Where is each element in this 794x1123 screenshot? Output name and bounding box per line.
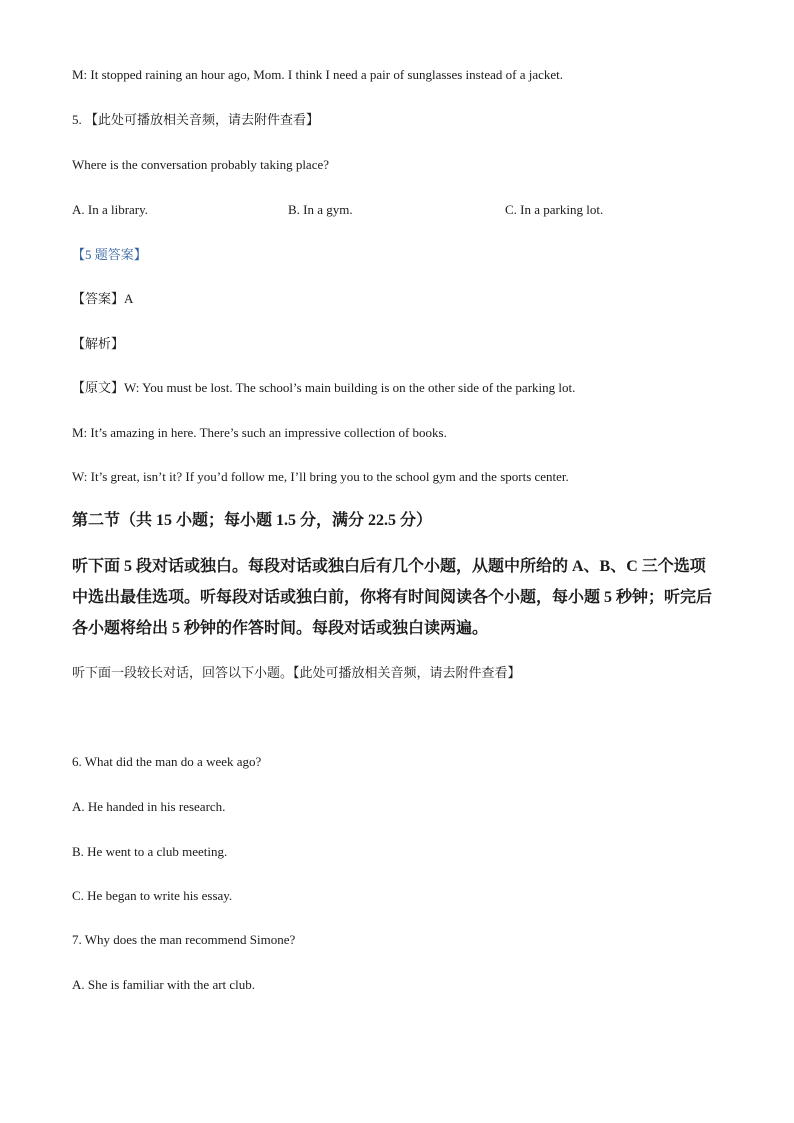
q5-transcript-line-2: M: It’s amazing in here. There’s such an impressive collection of books. — [72, 425, 447, 440]
q7-option-a: A. She is familiar with the art club. — [72, 977, 256, 992]
q5-answer-block-label: 【5 题答案】 — [72, 247, 147, 262]
section2-title: 第二节（共 15 小题；每小题 1.5 分，满分 22.5 分） — [72, 512, 433, 529]
q6-option-a: A. He handed in his research. — [72, 799, 226, 814]
q5-transcript-line-3: W: It’s great, isn’t it? If you’d follow me, I’ll bring you to the school gym and the sports center. — [72, 469, 569, 484]
section2-prompt: 听下面一段较长对话，回答以下小题。【此处可播放相关音频，请去附件查看】 — [72, 665, 521, 680]
instruction-line-1: 听下面 5 段对话或独白。每段对话或独白后有几个小题，从题中所给的 A、B、C 三个选项 — [72, 558, 706, 575]
q5-question: Where is the conversation probably taking place? — [72, 157, 330, 172]
q4-transcript-tail: M: It stopped raining an hour ago, Mom. I think I need a pair of sunglasses instead of a jacket. — [72, 67, 563, 82]
section2-instructions — [72, 551, 722, 644]
q5-option-c: C. In a parking lot. — [505, 202, 604, 217]
q5-answer: 【答案】A — [72, 291, 134, 306]
q5-header: 5. 【此处可播放相关音频，请去附件查看】 — [72, 112, 320, 127]
q6-option-b: B. He went to a club meeting. — [72, 844, 228, 859]
q5-transcript-line-1: 【原文】W: You must be lost. The school’s main building is on the other side of the parking lot. — [72, 380, 576, 395]
instruction-line-2: 中选出最佳选项。听每段对话或独白前，你将有时间阅读各个小题，每小题 5 秒钟；听完后 — [72, 589, 713, 606]
q5-option-a: A. In a library. — [72, 202, 149, 217]
q6-option-c: C. He began to write his essay. — [72, 888, 233, 903]
q5-analysis-label: 【解析】 — [72, 336, 125, 351]
q6-question: 6. What did the man do a week ago? — [72, 754, 262, 769]
q5-option-b: B. In a gym. — [288, 202, 353, 217]
instruction-line-3: 各小题将给出 5 秒钟的作答时间。每段对话或独白读两遍。 — [72, 620, 489, 637]
q7-question: 7. Why does the man recommend Simone? — [72, 932, 296, 947]
